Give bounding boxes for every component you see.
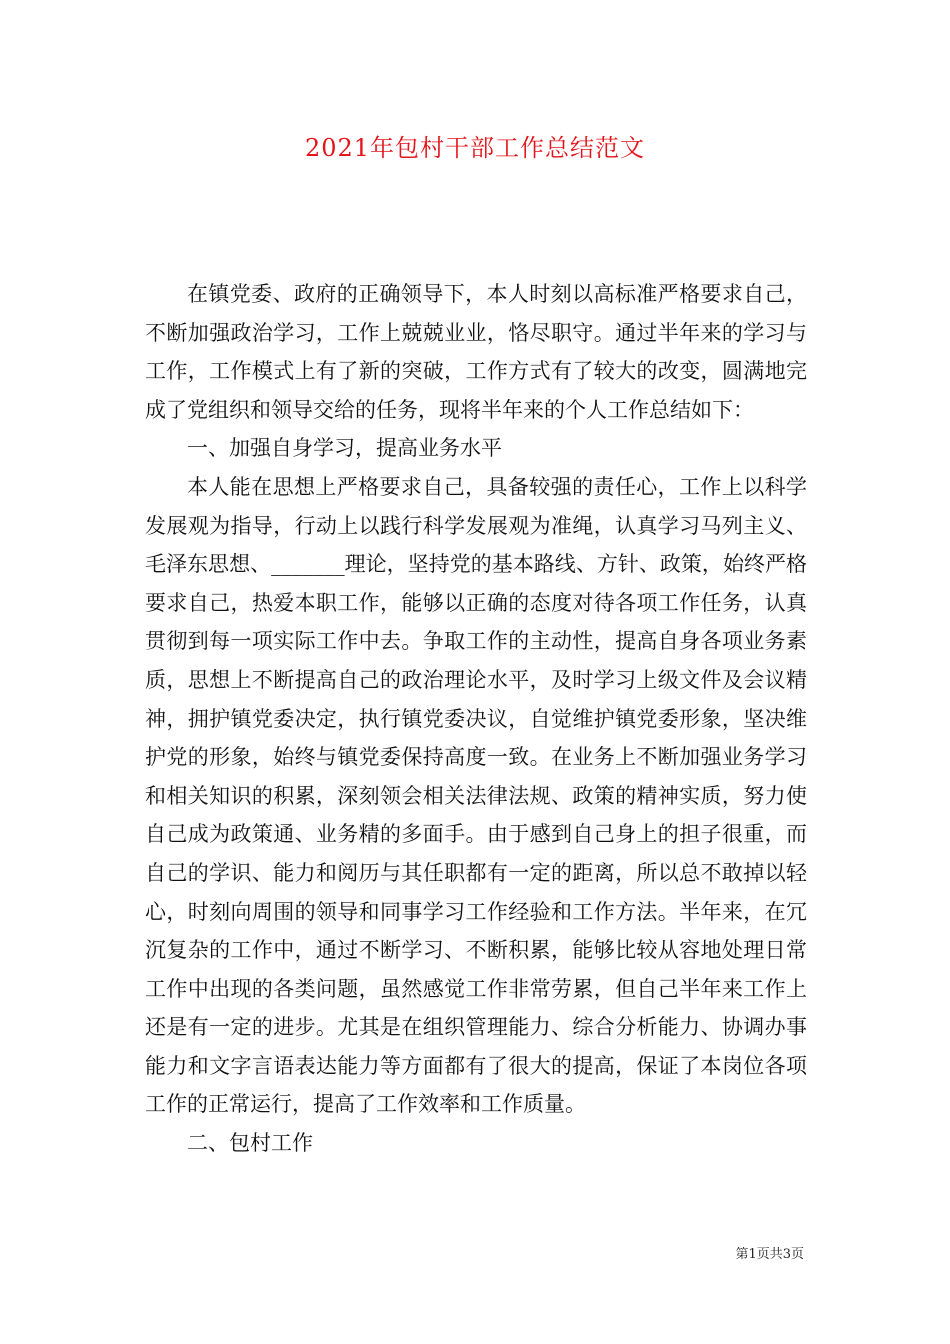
paragraph-intro: 在镇党委、政府的正确领导下，本人时刻以高标准严格要求自己，不断加强政治学习，工作上兢兢业业，恪尽职守。通过半年来的学习与工作，工作模式上有了新的突破，工作方式有了较大的改变，圆满地完成了党组织和领导交给的任务，现将半年来的个人工作总结如下：	[145, 282, 807, 422]
document-body	[145, 275, 807, 1163]
section-heading-2: 二、包村工作	[187, 1131, 313, 1156]
page-number: 第1页共3页	[735, 1247, 804, 1262]
paragraph-section-1: 本人能在思想上严格要求自己，具备较强的责任心，工作上以科学发展观为指导，行动上以践行科学发展观为准绳，认真学习马列主义、毛泽东思想、_______理论，坚持党的基本路线、方针、政策，始终严格要求自己，热爱本职工作，能够以正确的态度对待各项工作任务，认真贯彻到每一项实际工作中去。争取工作的主动性，提高自身各项业务素质，思想上不断提高自己的政治理论水平，及时学习上级文件及会议精神，拥护镇党委决定，执行镇党委决议，自觉维护镇党委形象，坚决维护党的形象，始终与镇党委保持高度一致。在业务上不断加强业务学习和相关知识的积累，深刻领会相关法律法规、政策的精神实质，努力使自己成为政策通、业务精的多面手。由于感到自己身上的担子很重，而自己的学识、能力和阅历与其任职都有一定的距离，所以总不敢掉以轻心，时刻向周围的领导和同事学习工作经验和工作方法。半年来，在冗沉复杂的工作中，通过不断学习、不断积累，能够比较从容地处理日常工作中出现的各类问题，虽然感觉工作非常劳累，但自己半年来工作上还是有一定的进步。尤其是在组织管理能力、综合分析能力、协调办事能力和文字言语表达能力等方面都有了很大的提高，保证了本岗位各项工作的正常运行，提高了工作效率和工作质量。	[145, 474, 807, 1117]
document-title: 2021年包村干部工作总结范文	[304, 134, 646, 162]
section-heading-1: 一、加强自身学习，提高业务水平	[187, 436, 502, 461]
